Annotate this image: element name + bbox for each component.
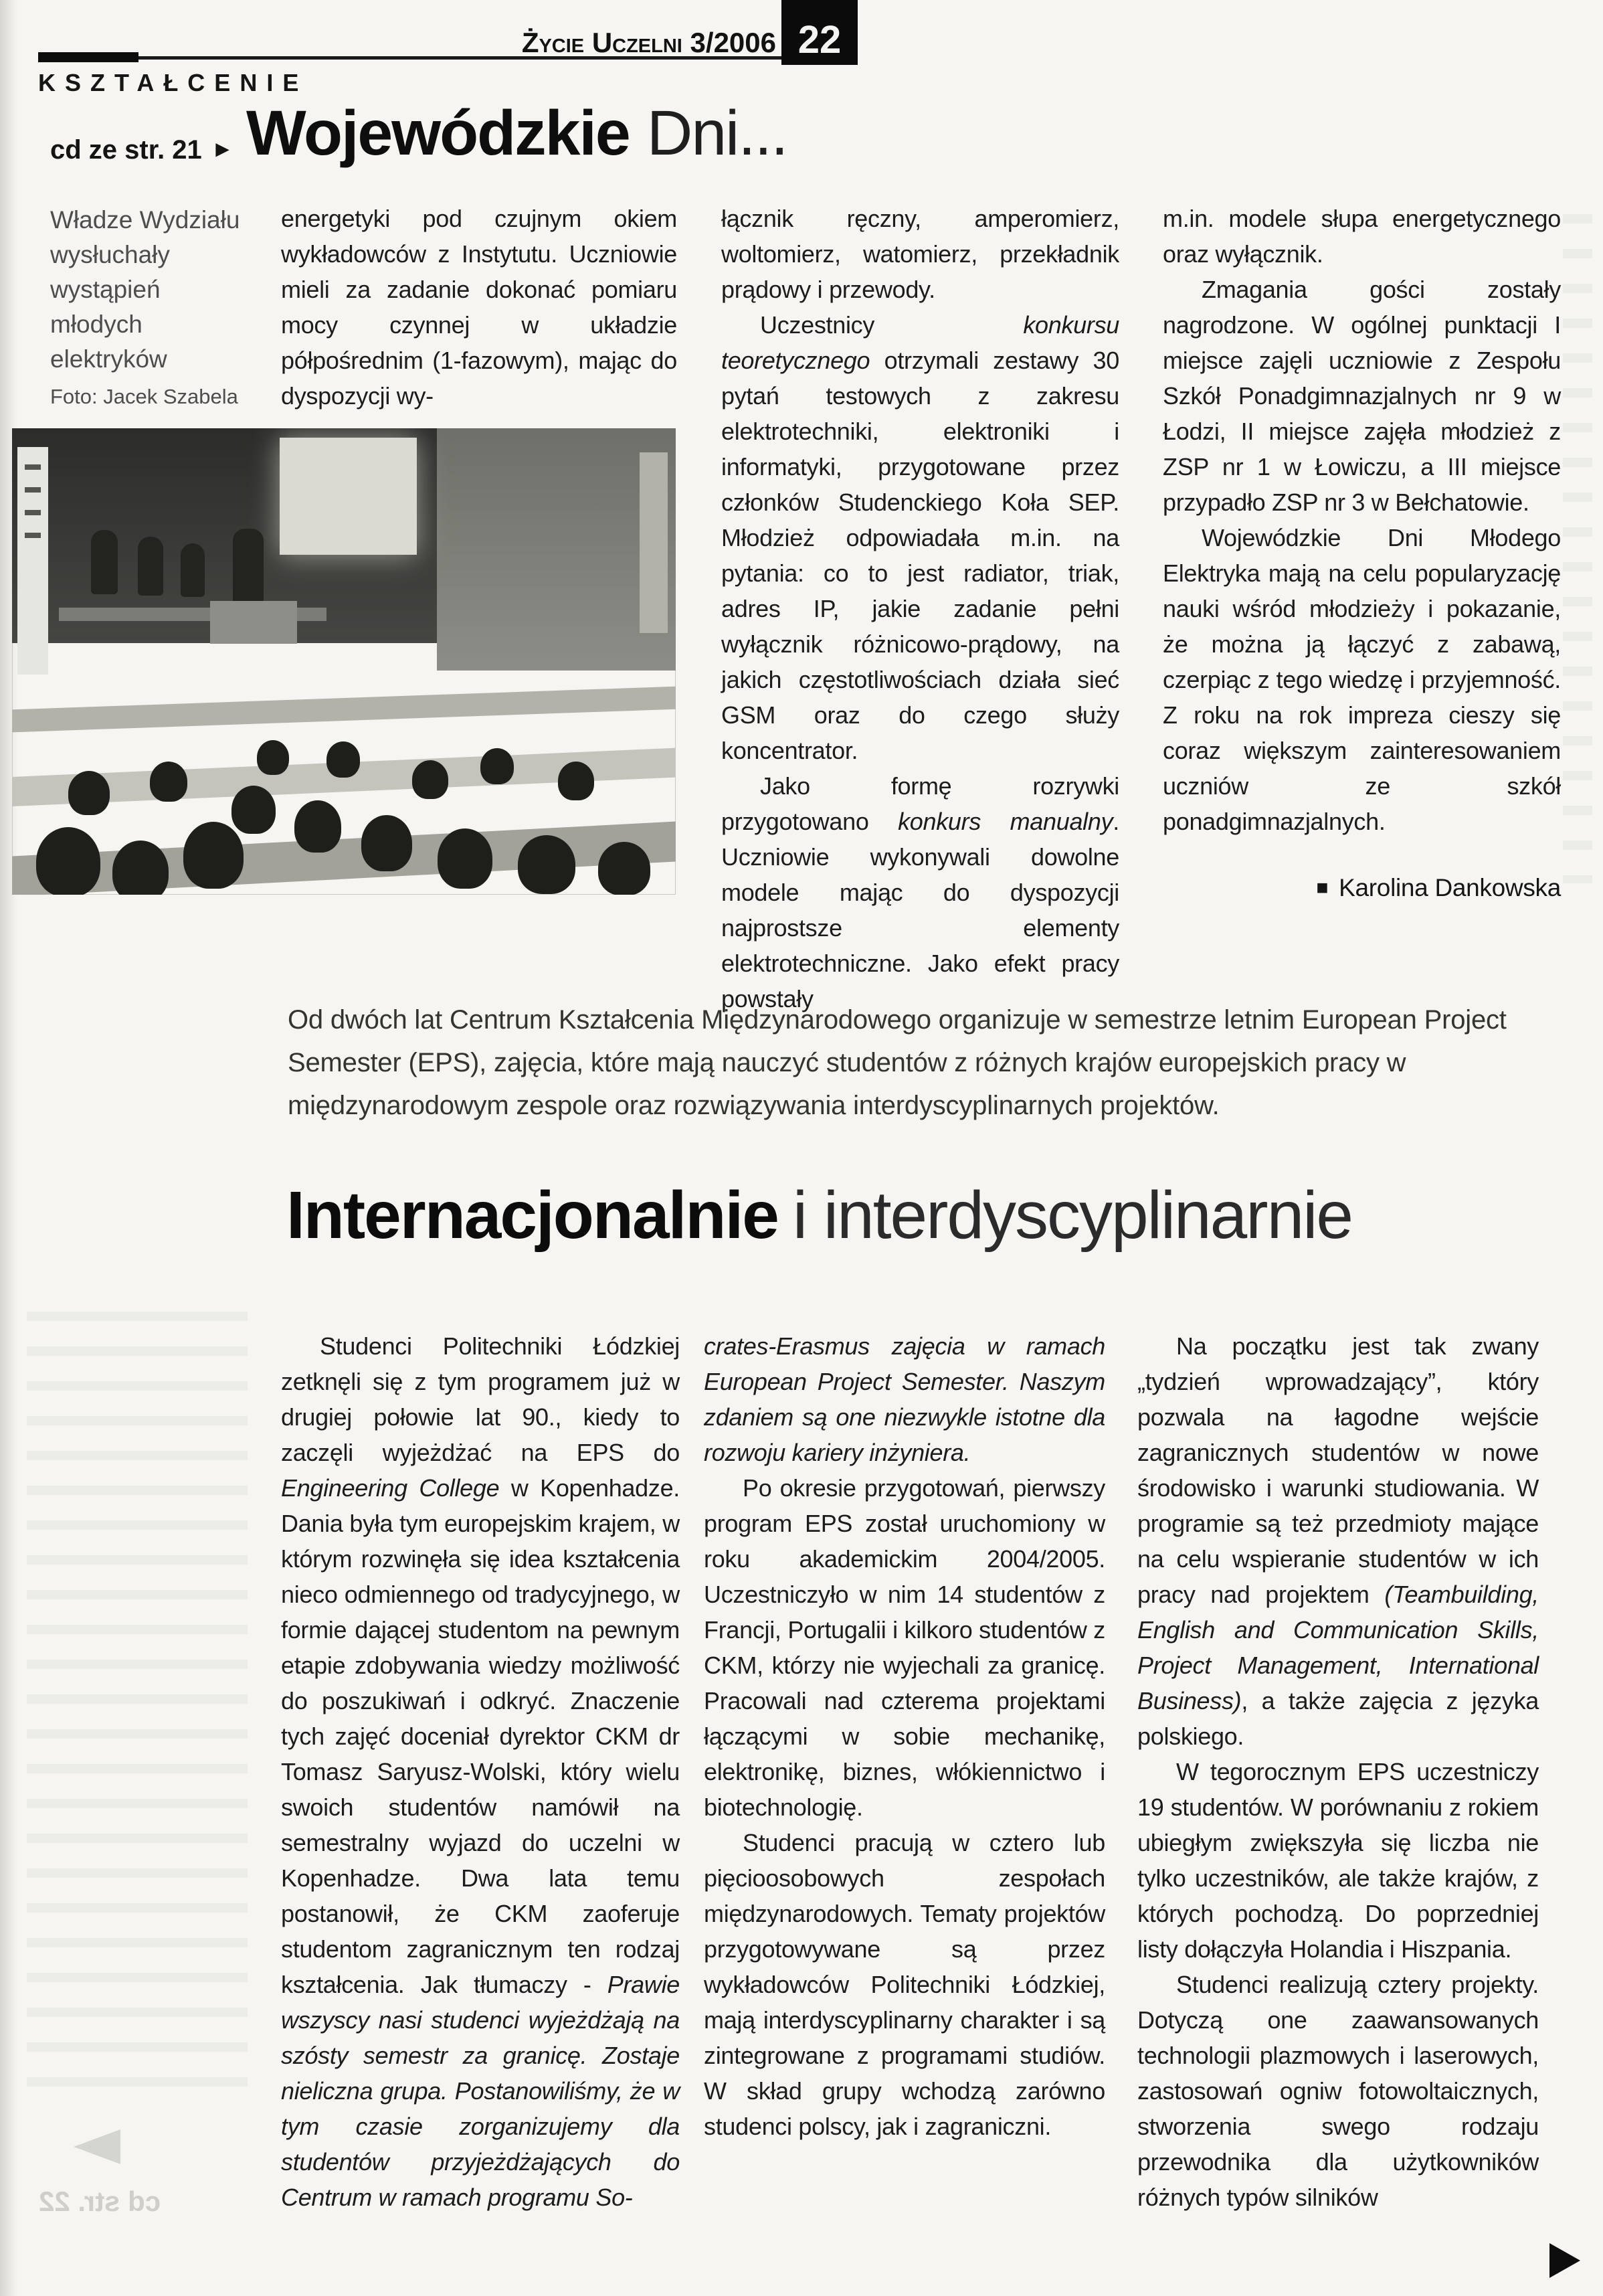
photo-audience-head [231,786,276,834]
photo-window [640,452,668,633]
article2-column-2: crates-Erasmus zajęcia w ramach European Project Semester. Naszym zdaniem są one niezwykle istotne dla rozwoju kariery inżyniera. Po okresie przygotowań, pierwszy program EPS został uruchomiony w roku akademickim 2004/2005. Uczestniczyło w nim 14 studentów z Francji, Portugalii i kilkoro studentów z CKM, którzy nie wyjechali za granicę. Pracowali nad czterema projektami łączącymi w sobie mechanikę, elektronikę, biznes, włókiennictwo i biotechnologię. Studenci pracują w cztero lub pięcioosobowych zespołach międzynarodowych. Tematy projektów przygotowywane są przez wykładowców Politechniki Łódzkiej, mają interdyscyplinarny charakter i są zintegrowane z programami studiów. W skład grupy wchodzą zarówno studenci polscy, jak i zagraniczni. [704,1332,1105,2140]
article-photo [12,428,676,895]
article1-column-3 [1163,201,1561,907]
photo-caption: Władze Wydziału wysłuchały wystąpień młodych elektryków [50,206,240,373]
article2-column-3: Na początku jest tak zwany „tydzień wprowadzający”, który pozwala na łagodne wejście zagranicznych studentów w nowe środowisko i warunki studiowania. W programie są też przedmioty mające na celu wspieranie studentów w ich pracy nad projektem (Teambuilding, English and Communication Skills, Project Management, International Business), a także zajęcia z języka polskiego. W tegorocznym EPS uczestniczy 19 studentów. W porównaniu z rokiem ubiegłym zwiększyła się liczba nie tylko uczestników, ale także krajów, z których pochodzą. Do poprzedniej listy dołączyła Holandia i Hiszpania. Studenci realizują cztery projekty. Dotyczą one zaawansowanych technologii plazmowych i laserowych, zastosowań ogniw fotowoltaicznych, stworzenia swego rodzaju przewodnika dla użytkowników różnych typów silników [1137,1332,1539,2211]
photo-audience-head [112,841,169,895]
photo-banner [17,447,48,675]
page-number: 22 [797,18,842,62]
photo-audience-head [150,762,187,802]
page-number-box [781,0,858,65]
photo-presenter-silhouette [233,529,264,609]
continued-arrow-icon [1549,2243,1580,2278]
photo-person-silhouette [138,537,163,596]
article1-column-1: energetyki pod czujnym okiem wykładowców z Instytutu. Uczniowie mieli za zadanie dokonać pomiaru mocy czynnej w układzie półpośrednim (1-fazowym), mając do dyspozycji wy- [281,205,677,410]
photo-desk-row [12,818,676,895]
photo-audience-head [518,835,575,894]
photo-audience-head [412,760,448,799]
bleedthrough-left-margin [27,1312,248,2101]
article2-title [286,1178,1353,1253]
photo-audience-head [361,815,412,871]
photo-desk-row [12,685,676,733]
byline [1163,870,1561,907]
photo-audience-head [294,800,341,853]
arrow-right-icon: ► [211,137,234,162]
article2-lead: Od dwóch lat Centrum Kształcenia Międzynarodowego organizuje w semestrze letnim European Project Semester (EPS), zajęcia, które mają nauczyć studentów z różnych krajów europejskich pracy w międzynarodowym zespole oraz rozwiązywania interdyscyplinarnych projektów. [288,1005,1507,1120]
article1-title [246,100,787,167]
masthead-title: Życie Uczelni 3/2006 [521,27,776,58]
photo-audience-head [183,822,244,889]
photo-person-silhouette [181,543,205,597]
article2-title-light: i interdyscyplinarnie [792,1178,1353,1253]
photo-audience-head [36,827,100,895]
bleedthrough-mirrored-text: cd str. 22 [39,2186,161,2217]
photo-person-silhouette [91,530,118,594]
byline-square-icon: ■ [1316,877,1329,899]
continuation-note [50,135,233,165]
bleedthrough-right-margin [1563,214,1592,883]
header-bar [38,52,138,62]
photo-audience-head [257,740,289,775]
bleedthrough-arrow-icon [74,2129,120,2164]
photo-audience-head [326,741,360,778]
page-edge-shadow [0,0,17,2296]
continuation-note-text: cd ze str. 21 [50,135,202,165]
photo-audience-head [438,828,492,889]
photo-audience-head [68,771,110,815]
photo-lectern [210,601,297,644]
article1-title-strong: Wojewódzkie [246,98,630,169]
article2-title-strong: Internacjonalnie [286,1178,778,1253]
article1-title-light: Dni... [646,98,787,169]
photo-audience-head [558,762,594,800]
photo-credit: Foto: Jacek Szabela [50,385,238,408]
photo-projection-screen [280,438,417,555]
byline-name: Karolina Dankowska [1339,874,1561,901]
article1-column-3-text: m.in. modele słupa energetycznego oraz wyłącznik. Zmagania gości zostały nagrodzone. W ogólnej punktacji I miejsce zajęli uczniowie z Zespołu Szkół Ponadgimnazjalnych nr 9 w Łodzi, II miejsce zajęła młodzież z ZSP nr 1 w Łowiczu, a III miejsce przypadło ZSP nr 3 w Bełchatowie. Wojewódzkie Dni Młodego Elektryka mają na celu popularyzację nauki wśród młodzieży i pokazanie, że można ją łączyć z zabawą, czerpiąc z tego wiedzę i przyjemność. Z roku na rok impreza cieszy się coraz większym zainteresowaniem uczniów ze szkół ponadgimnazjalnych. [1163,205,1561,835]
article1-column-2: łącznik ręczny, amperomierz, woltomierz, watomierz, przekładnik prądowy i przewody. Uczestnicy konkursu teoretycznego otrzymali zestawy 30 pytań testowych z zakresu elektrotechniki, elektroniki i informatyki, przygotowane przez członków Studenckiego Koła SEP. Młodzież odpowiadała m.in. na pytania: co to jest radiator, triak, adres IP, jakie zadanie pełni wyłącznik różnicowo-prądowy, na jakich częstotliwościach działa sieć GSM oraz do czego służy koncentrator. Jako formę rozrywki przygotowano konkurs manualny. Uczniowie wykonywali dowolne modele mając do dyspozycji najprostsze elementy elektrotechniczne. Jako efekt pracy powstały [721,205,1119,1012]
section-label: KSZTAŁCENIE [38,69,308,96]
photo-audience-head [598,842,650,895]
photo-audience-head [480,748,514,784]
article2-column-1: Studenci Politechniki Łódzkiej zetknęli się z tym programem już w drugiej połowie lat 90., kiedy to zaczęli wyjeżdżać na EPS do Engineering College w Kopenhadze. Dania była tym europejskim krajem, w którym rozwinęła się idea kształcenia nieco odmiennego od tradycyjnego, w formie dającej studentom na pewnym etapie zdobywania wiedzy możliwość do poszukiwań i odkryć. Znaczenie tych zajęć doceniał dyrektor CKM dr Tomasz Saryusz-Wolski, który wielu swoich studentów namówił na semestralny wyjazd do uczelni w Kopenhadze. Dwa lata temu postanowił, że CKM zaoferuje studentom zagranicznym ten rodzaj kształcenia. Jak tłumaczy - Prawie wszyscy nasi studenci wyjeżdżają na szósty semestr za granicę. Zostaje nieliczna grupa. Postanowiliśmy, że w tym czasie zorganizujemy dla studentów przyjeżdżających do Centrum w ramach programu So- [281,1332,680,2211]
